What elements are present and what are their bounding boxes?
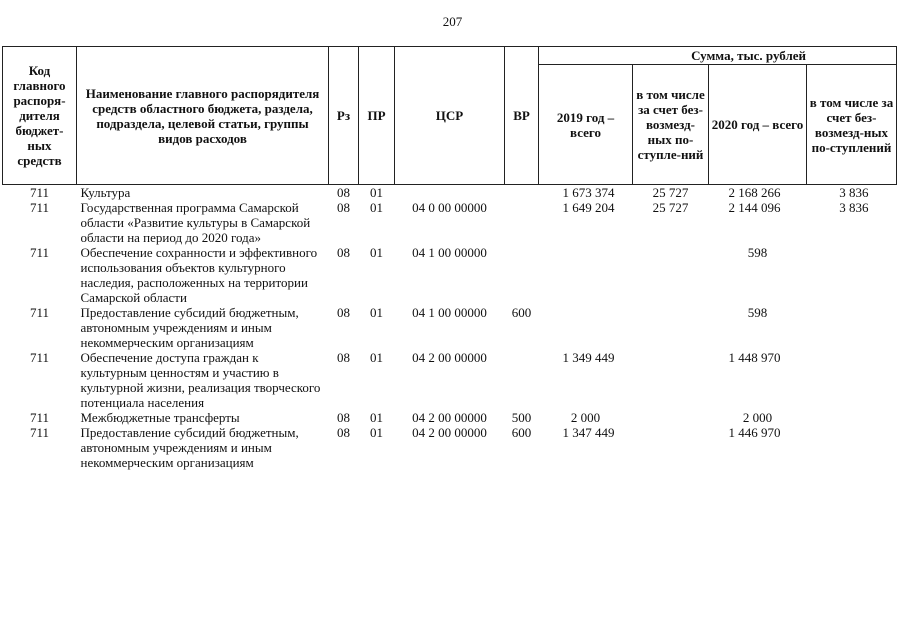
cell-vr bbox=[505, 245, 539, 305]
header-rz: Рз bbox=[329, 47, 359, 185]
cell-2019-gratis: 25 727 bbox=[652, 200, 689, 215]
cell-2020-gratis bbox=[807, 245, 897, 305]
header-name: Наименование главного распорядителя средств областного бюджета, раздела, подраздела, целевой статьи, группы видов расходов bbox=[77, 47, 329, 185]
cell-csr bbox=[395, 185, 505, 201]
cell-2019-gratis bbox=[633, 410, 709, 425]
cell-2020-gratis bbox=[807, 350, 897, 410]
cell-pr: 01 bbox=[370, 200, 383, 215]
cell-2019-total: 1 347 449 bbox=[562, 425, 615, 440]
cell-vr bbox=[505, 200, 539, 245]
cell-2020-gratis bbox=[807, 425, 897, 470]
cell-name: Государственная программа Самарской области «Развитие культуры в Самарской области на период до 2020 года» bbox=[80, 200, 311, 245]
cell-2020-total: 2 168 266 bbox=[728, 185, 781, 200]
cell-code: 711 bbox=[29, 200, 50, 215]
cell-code: 711 bbox=[29, 410, 50, 425]
cell-csr: 04 0 00 00000 bbox=[412, 200, 487, 215]
cell-name: Межбюджетные трансферты bbox=[80, 410, 240, 425]
cell-csr: 04 2 00 00000 bbox=[412, 410, 487, 425]
cell-pr: 01 bbox=[370, 305, 383, 320]
cell-2019-gratis: 25 727 bbox=[652, 185, 689, 200]
budget-table bbox=[2, 46, 897, 470]
cell-rz: 08 bbox=[337, 350, 350, 365]
cell-pr: 01 bbox=[370, 350, 383, 365]
header-2019-gratis: в том числе за счет без-возмезд-ных по-ступле-ний bbox=[633, 65, 709, 185]
cell-2020-total: 1 448 970 bbox=[728, 350, 781, 365]
table-body bbox=[3, 185, 897, 471]
cell-rz: 08 bbox=[337, 410, 350, 425]
cell-name: Обеспечение доступа граждан к культурным ценностям и участию в культурной жизни, реализация творческого потенциала населения bbox=[80, 350, 321, 410]
cell-2020-gratis: 3 836 bbox=[839, 200, 869, 215]
cell-name: Обеспечение сохранности и эффективного использования объектов культурного наследия, расположенных на территории Самарской области bbox=[80, 245, 318, 305]
table-row bbox=[3, 305, 897, 350]
cell-2020-total: 598 bbox=[747, 245, 768, 260]
cell-2020-gratis bbox=[807, 410, 897, 425]
cell-rz: 08 bbox=[337, 185, 350, 200]
cell-name: Предоставление субсидий бюджетным, автономным учреждениям и иным некоммерческим организациям bbox=[80, 425, 299, 470]
cell-pr: 01 bbox=[370, 425, 383, 440]
cell-csr: 04 2 00 00000 bbox=[412, 425, 487, 440]
cell-2019-gratis bbox=[633, 350, 709, 410]
cell-2020-total: 1 446 970 bbox=[728, 425, 781, 440]
cell-pr: 01 bbox=[370, 185, 383, 200]
header-2020-gratis: в том числе за счет без-возмезд-ных по-ступлений bbox=[807, 65, 897, 185]
cell-2020-gratis bbox=[807, 305, 897, 350]
cell-2019-total: 1 673 374 bbox=[562, 185, 615, 200]
cell-rz: 08 bbox=[337, 245, 350, 260]
header-2020-total: 2020 год – всего bbox=[709, 65, 807, 185]
cell-csr: 04 2 00 00000 bbox=[412, 350, 487, 365]
cell-2020-total: 598 bbox=[747, 305, 768, 320]
cell-2020-total: 2 000 bbox=[742, 410, 773, 425]
cell-vr bbox=[505, 185, 539, 201]
header-vr: ВР bbox=[505, 47, 539, 185]
cell-2020-gratis: 3 836 bbox=[839, 185, 869, 200]
cell-code: 711 bbox=[29, 245, 50, 260]
cell-pr: 01 bbox=[370, 410, 383, 425]
cell-2019-gratis bbox=[633, 305, 709, 350]
table-row bbox=[3, 350, 897, 410]
cell-vr: 600 bbox=[511, 425, 532, 440]
cell-2019-total bbox=[539, 245, 633, 305]
cell-vr: 500 bbox=[511, 410, 532, 425]
cell-2019-gratis bbox=[633, 425, 709, 470]
cell-2019-gratis bbox=[633, 245, 709, 305]
header-csr: ЦСР bbox=[395, 47, 505, 185]
cell-2019-total bbox=[539, 305, 633, 350]
header-code: Код главного распоря-дителя бюджет-ных средств bbox=[3, 47, 77, 185]
table-row bbox=[3, 200, 897, 245]
table-row bbox=[3, 425, 897, 470]
cell-pr: 01 bbox=[370, 245, 383, 260]
cell-code: 711 bbox=[29, 305, 50, 320]
cell-2019-total: 2 000 bbox=[570, 410, 601, 425]
cell-vr bbox=[505, 350, 539, 410]
header-2019-total: 2019 год – всего bbox=[539, 65, 633, 185]
cell-2019-total: 1 349 449 bbox=[562, 350, 615, 365]
cell-2019-total: 1 649 204 bbox=[562, 200, 615, 215]
header-sum-group: Сумма, тыс. рублей bbox=[539, 47, 897, 65]
cell-rz: 08 bbox=[337, 200, 350, 215]
cell-csr: 04 1 00 00000 bbox=[412, 245, 487, 260]
table-row bbox=[3, 245, 897, 305]
cell-name: Культура bbox=[80, 185, 131, 200]
cell-code: 711 bbox=[29, 350, 50, 365]
cell-vr: 600 bbox=[511, 305, 532, 320]
cell-rz: 08 bbox=[337, 305, 350, 320]
cell-code: 711 bbox=[29, 425, 50, 440]
cell-2020-total: 2 144 096 bbox=[728, 200, 781, 215]
cell-rz: 08 bbox=[337, 425, 350, 440]
header-pr: ПР bbox=[359, 47, 395, 185]
page-number: 207 bbox=[442, 14, 463, 29]
cell-name: Предоставление субсидий бюджетным, автономным учреждениям и иным некоммерческим организациям bbox=[80, 305, 299, 350]
table-header bbox=[3, 47, 897, 185]
cell-code: 711 bbox=[29, 185, 50, 200]
table-row bbox=[3, 185, 897, 201]
table-row bbox=[3, 410, 897, 425]
cell-csr: 04 1 00 00000 bbox=[412, 305, 487, 320]
